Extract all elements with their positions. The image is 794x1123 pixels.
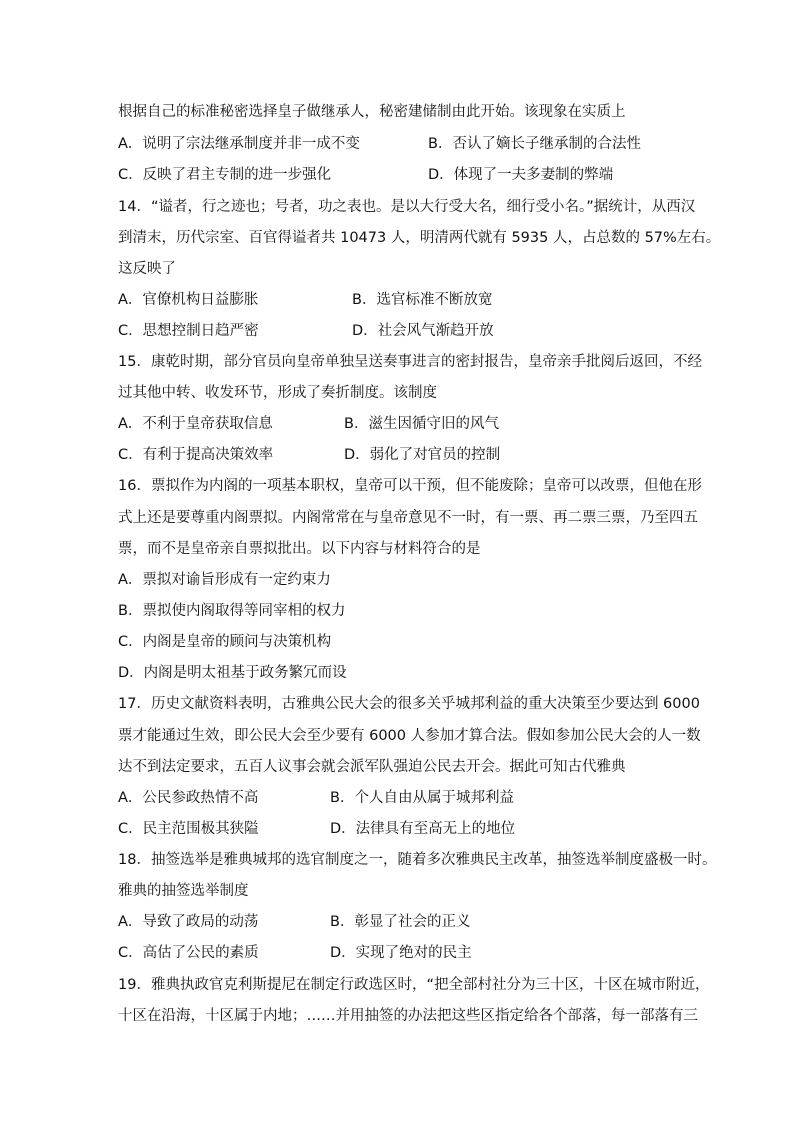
q18-option-a: A．导致了政局的动荡 bbox=[118, 914, 259, 930]
q16-stem-line-2: 式上还是要尊重内阁票拟。内阁常常在与皇帝意见不一时，有一票、再二票三票，乃至四五 bbox=[118, 510, 698, 526]
q15-stem-line-1: 15．康乾时期，部分官员向皇帝单独呈送奏事进言的密封报告，皇帝亲手批阅后返回，不经 bbox=[118, 354, 702, 370]
q17-stem-line-1: 17．历史文献资料表明，古雅典公民大会的很多关乎城邦利益的重大决策至少要达到 6000 bbox=[118, 696, 700, 712]
q14-option-c: C．思想控制日趋严密 bbox=[118, 323, 259, 339]
q18-stem-line-1: 18．抽签选举是雅典城邦的选官制度之一，随着多次雅典民主改革，抽签选举制度盛极一时。 bbox=[118, 852, 717, 868]
q17-stem-line-3: 达不到法定要求，五百人议事会就会派军队强迫公民去开会。据此可知古代雅典 bbox=[118, 759, 626, 775]
q16-option-d: D．内阁是明太祖基于政务繁冗而设 bbox=[118, 665, 347, 681]
q14-option-d: D．社会风气渐趋开放 bbox=[352, 323, 494, 339]
q19-stem-line-2: 十区在沿海，十区属于内地；……并用抽签的办法把这些区指定给各个部落，每一部落有三 bbox=[118, 1008, 698, 1024]
q14-stem-line-1: 14．“谥者，行之迹也；号者，功之表也。是以大行受大名，细行受小名。”据统计，从西汉 bbox=[118, 199, 696, 215]
q18-option-d: D．实现了绝对的民主 bbox=[330, 945, 472, 961]
q17-option-d: D．法律具有至高无上的地位 bbox=[330, 821, 516, 837]
q14-stem-line-2: 到清末，历代宗室、百官得谥者共 10473 人，明清两代就有 5935 人，占总数的 57%左右。 bbox=[118, 230, 721, 246]
q16-stem-line-3: 票，而不是皇帝亲自票拟批出。以下内容与材料符合的是 bbox=[118, 541, 481, 557]
q19-stem-line-1: 19．雅典执政官克利斯提尼在制定行政选区时，“把全部村社分为三十区，十区在城市附近， bbox=[118, 977, 710, 993]
q13-option-d: D．体现了一夫多妻制的弊端 bbox=[428, 167, 614, 183]
q14-option-b: B．选官标准不断放宽 bbox=[352, 292, 493, 308]
q16-option-a: A．票拟对谕旨形成有一定约束力 bbox=[118, 572, 331, 588]
q15-option-a: A．不利于皇帝获取信息 bbox=[118, 416, 273, 432]
q15-option-d: D．弱化了对官员的控制 bbox=[344, 447, 501, 463]
q15-option-b: B．滋生因循守旧的风气 bbox=[344, 416, 499, 432]
q16-option-b: B．票拟使内阁取得等同宰相的权力 bbox=[118, 603, 346, 619]
q17-option-a: A．公民参政热情不高 bbox=[118, 790, 259, 806]
q16-option-c: C．内阁是皇帝的顾问与决策机构 bbox=[118, 634, 332, 650]
q16-stem-line-1: 16．票拟作为内阁的一项基本职权，皇帝可以干预，但不能废除；皇帝可以改票，但他在形 bbox=[118, 478, 702, 494]
q13-option-c: C．反映了君主专制的进一步强化 bbox=[118, 167, 332, 183]
q17-stem-line-2: 票才能通过生效，即公民大会至少要有 6000 人参加才算合法。假如参加公民大会的人一数 bbox=[118, 728, 701, 744]
q13-option-a: A．说明了宗法继承制度并非一成不变 bbox=[118, 136, 360, 152]
q17-option-b: B．个人自由从属于城邦利益 bbox=[330, 790, 514, 806]
q14-option-a: A．官僚机构日益膨胀 bbox=[118, 292, 259, 308]
q18-option-c: C．高估了公民的素质 bbox=[118, 945, 259, 961]
q13-stem-line: 根据自己的标准秘密选择皇子做继承人，秘密建储制由此开始。该现象在实质上 bbox=[118, 104, 626, 120]
q18-option-b: B．彰显了社会的正义 bbox=[330, 914, 471, 930]
q17-option-c: C．民主范围极其狭隘 bbox=[118, 821, 259, 837]
q13-option-b: B．否认了嫡长子继承制的合法性 bbox=[428, 136, 641, 152]
q15-option-c: C．有利于提高决策效率 bbox=[118, 447, 274, 463]
q18-stem-line-2: 雅典的抽签选举制度 bbox=[118, 883, 249, 899]
q14-stem-line-3: 这反映了 bbox=[118, 261, 176, 277]
q15-stem-line-2: 过其他中转、收发环节，形成了奏折制度。该制度 bbox=[118, 385, 437, 401]
